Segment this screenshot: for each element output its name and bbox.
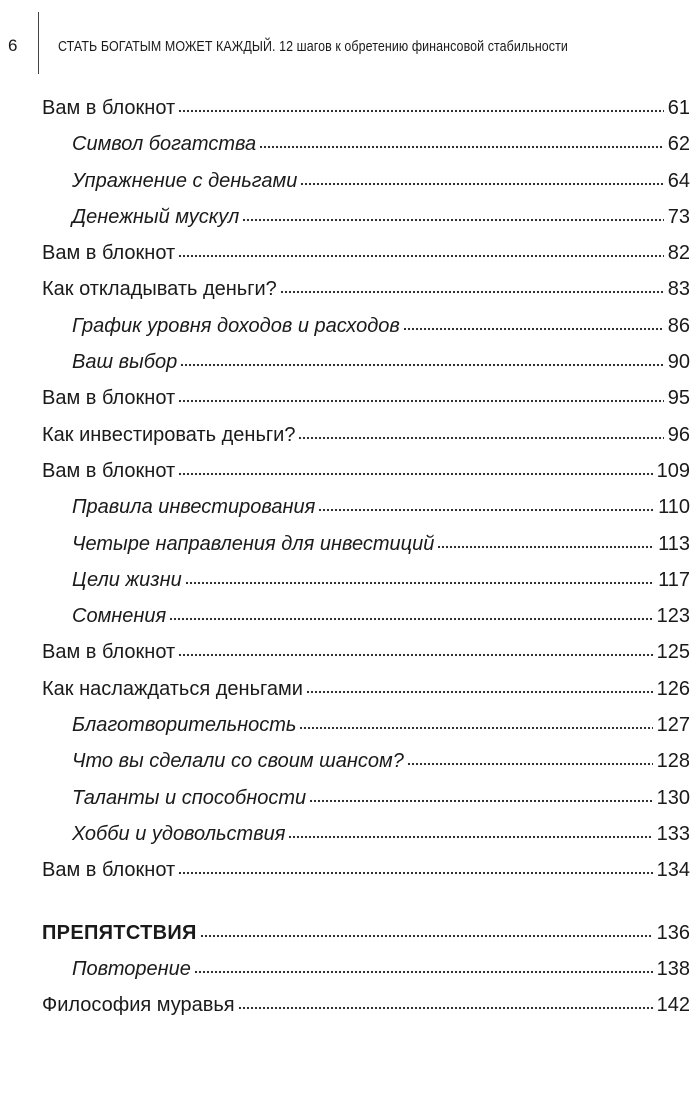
toc-entry-title: Правила инвестирования: [72, 496, 316, 519]
dot-leader: [407, 761, 653, 767]
dot-leader: [178, 398, 664, 404]
toc-entry-page: 61: [667, 97, 690, 119]
page-header: [0, 0, 700, 80]
toc-entry-page: 109: [656, 459, 690, 482]
dot-leader: [238, 1005, 653, 1011]
toc-entry-title: Денежный мускул: [72, 205, 240, 228]
page-number: 6: [8, 36, 18, 55]
toc-entry-title: Как инвестировать деньги?: [42, 423, 296, 446]
toc-entry: [42, 163, 690, 199]
dot-leader: [259, 144, 664, 150]
toc-entry-page: 136: [656, 921, 690, 944]
dot-leader: [437, 544, 654, 550]
toc-entry-page: 83: [667, 278, 690, 301]
toc-entry: [42, 743, 690, 779]
toc-entry: [42, 235, 690, 271]
toc-entry: [42, 816, 690, 852]
dot-leader: [200, 933, 653, 939]
toc-entry-title: Цели жизни: [72, 568, 182, 591]
dot-leader: [178, 108, 664, 114]
toc-entry: [42, 562, 690, 598]
toc-entry: [42, 271, 690, 307]
toc-section-heading: [42, 915, 690, 951]
toc-entry-page: 142: [656, 994, 690, 1017]
toc-entry-page: 125: [656, 641, 690, 664]
toc-entry-page: 86: [667, 314, 690, 337]
toc-entry: [42, 852, 690, 888]
toc-entry: [42, 344, 690, 380]
toc-entry: [42, 671, 690, 707]
dot-leader: [178, 652, 652, 658]
toc-entry-title: ПРЕПЯТСТВИЯ: [42, 921, 197, 944]
toc-entry-page: 96: [667, 423, 690, 446]
toc-entry: [42, 634, 690, 670]
toc-entry-page: 64: [667, 169, 690, 192]
toc-entry: [42, 90, 690, 126]
toc-entry: [42, 707, 690, 743]
toc-entry: [42, 417, 690, 453]
toc-entry-title: Ваш выбор: [72, 351, 178, 374]
toc-entry-title: Как наслаждаться деньгами: [42, 677, 303, 700]
toc-entry-title: Вам в блокнот: [42, 859, 176, 882]
header-divider: [38, 12, 39, 74]
toc-entry: [42, 453, 690, 489]
dot-leader: [299, 725, 652, 731]
toc-entry: [42, 598, 690, 634]
toc-entry-page: 62: [667, 133, 690, 156]
toc-entry: [42, 489, 690, 525]
dot-leader: [242, 217, 663, 223]
dot-leader: [169, 616, 652, 622]
toc-entry-title: Сомнения: [72, 605, 167, 628]
toc-entry-title: Четыре направления для инвестиций: [72, 532, 435, 555]
toc-entry-page: 130: [656, 786, 690, 809]
toc-entry-title: Вам в блокнот: [42, 97, 176, 119]
toc-entry: [42, 780, 690, 816]
toc-entry-page: 126: [656, 677, 690, 700]
toc-entry-page: 95: [667, 387, 690, 410]
toc-entry: [42, 308, 690, 344]
toc-entry-title: Хобби и удовольствия: [72, 822, 286, 845]
dot-leader: [178, 870, 652, 876]
toc-entry: [42, 126, 690, 162]
toc-entry-page: 117: [658, 568, 690, 591]
toc-entry-page: 82: [667, 242, 690, 265]
toc-entry-page: 138: [656, 957, 690, 980]
toc-entry-page: 134: [656, 859, 690, 882]
toc-entry-title: Благотворительность: [72, 714, 297, 737]
dot-leader: [306, 689, 653, 695]
toc-entry-page: 110: [658, 496, 690, 519]
toc-entry-title: Вам в блокнот: [42, 641, 176, 664]
toc-entry: [42, 199, 690, 235]
dot-leader: [185, 580, 654, 586]
toc-entry-title: Вам в блокнот: [42, 459, 176, 482]
toc-entry-title: Повторение: [72, 957, 191, 980]
toc-entry-page: 133: [656, 822, 690, 845]
toc-entry-title: График уровня доходов и расходов: [72, 314, 400, 337]
dot-leader: [178, 253, 664, 259]
dot-leader: [300, 181, 663, 187]
dot-leader: [309, 798, 653, 804]
dot-leader: [288, 834, 652, 840]
toc-entry-title: Как откладывать деньги?: [42, 278, 277, 301]
toc-entry: [42, 987, 690, 1023]
running-title: СТАТЬ БОГАТЫМ МОЖЕТ КАЖДЫЙ. 12 шагов к обретению финансовой стабильности: [58, 38, 568, 55]
toc-entry-page: 127: [656, 714, 690, 737]
table-of-contents: [42, 90, 690, 1023]
toc-entry-title: Упражнение с деньгами: [72, 169, 298, 192]
toc-entry: [42, 380, 690, 416]
dot-leader: [298, 435, 663, 441]
toc-entry-page: 73: [667, 205, 690, 228]
toc-entry-page: 128: [656, 750, 690, 773]
toc-entry-page: 113: [658, 532, 690, 555]
toc-entry: [42, 951, 690, 987]
toc-entry-title: Философия муравья: [42, 994, 235, 1017]
toc-entry-title: Что вы сделали со своим шансом?: [72, 750, 404, 773]
toc-entry: [42, 526, 690, 562]
dot-leader: [180, 362, 663, 368]
dot-leader: [194, 969, 653, 975]
dot-leader: [280, 289, 664, 295]
toc-entry-title: Вам в блокнот: [42, 242, 176, 265]
dot-leader: [403, 326, 664, 332]
toc-entry-title: Таланты и способности: [72, 786, 307, 809]
toc-entry-title: Символ богатства: [72, 133, 257, 156]
dot-leader: [178, 471, 652, 477]
dot-leader: [318, 507, 654, 513]
toc-entry-page: 90: [667, 351, 690, 374]
toc-entry-title: Вам в блокнот: [42, 387, 176, 410]
toc-entry-page: 123: [656, 605, 690, 628]
